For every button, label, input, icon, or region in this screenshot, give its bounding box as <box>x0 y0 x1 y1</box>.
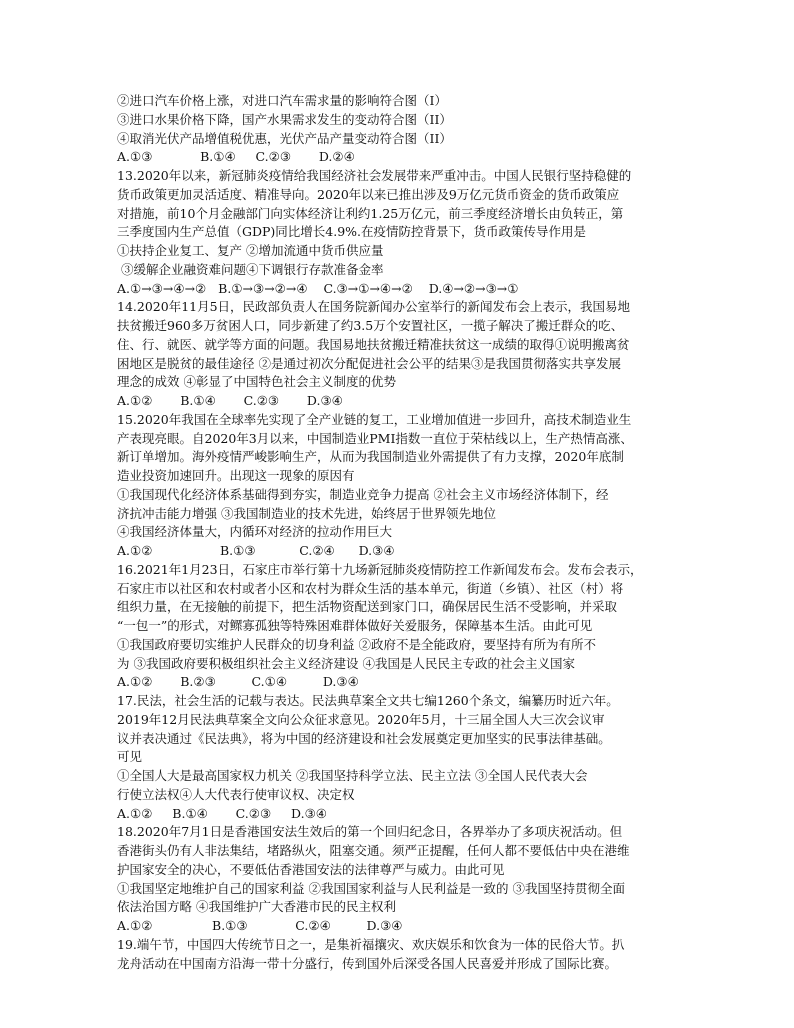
text-line: 13.2020年以来，新冠肺炎疫情给我国经济社会发展带来严重冲击。中国人民银行坚持稳健的 <box>117 168 632 183</box>
text-line: 18.2020年7月1日是香港国安法生效后的第一个回归纪念日，各界举办了多项庆祝活动。但 <box>117 824 623 840</box>
text-line: 为 ③我国政府要积极组织社会主义经济建设 ④我国是人民民主专政的社会主义国家 <box>117 655 575 671</box>
text-line: 理念的成效 ④彰显了中国特色社会主义制度的优势 <box>117 374 396 390</box>
text-line: 造业投资加速回升。出现这一现象的原因有 <box>117 468 355 483</box>
text-line: 2019年12月民法典草案全文向公众征求意见。2020年5月，十三届全国人大三次会议审 <box>117 711 605 727</box>
text-line: 17.民法，社会生活的记载与表达。民法典草案全文共七编1260个条文，编纂历时近六年。 <box>117 693 619 708</box>
text-line: 困地区是脱贫的最佳途径 ②是通过初次分配促进社会公平的结果③是我国贯彻落实共享发展 <box>117 355 621 371</box>
text-line: 产表现亮眼。自2020年3月以来，中国制造业PMI指数一直位于荣枯线以上，生产热情高涨、 <box>117 430 633 446</box>
text-line: 三季度国内生产总值（GDP)同比增长4.9%.在疫情防控背景下，货币政策传导作用是 <box>117 224 587 240</box>
text-line: 扶贫搬迁960多万贫困人口，同步新建了约3.5万个安置社区，一揽子解决了搬迁群众的吃、 <box>117 318 624 333</box>
text-line: ②进口汽车价格上涨，对进口汽车需求量的影响符合图（I） <box>117 93 447 108</box>
text-line: 依法治国方略 ④我国维护广大香港市民的民主权利 <box>117 899 396 915</box>
text-line: ①我国政府要切实维护人民群众的切身利益 ②政府不是全能政府，要坚持有所为有所不 <box>117 636 596 652</box>
text-line: A.①③ B.①④ C.②③ D.②④ <box>117 149 355 165</box>
text-line: 议并表决通过《民法典》，将为中国的经济建设和社会发展奠定更加坚实的民事法律基础。 <box>117 730 611 746</box>
text-line: ①我国坚定地维护自己的国家利益 ②我国国家利益与人民利益是一致的 ③我国坚持贯彻全面 <box>117 880 625 896</box>
text-line: A.①→③→④→② B.①→③→②→④ C.③→①→④→② D.④→②→③→① <box>117 280 519 296</box>
text-line: A.①② B.②③ C.①④ D.③④ <box>117 674 359 690</box>
text-line: 济抗冲击能力增强 ③我国制造业的技术先进，始终居于世界领先地位 <box>117 505 496 521</box>
text-line: ④取消光伏产品增值税优惠，光伏产品产量变动符合图（II） <box>117 130 452 146</box>
text-line: A.①② B.①③ C.②④ D.③④ <box>117 543 395 558</box>
text-line: 组织力量，在无接触的前提下，把生活物资配送到家门口，确保居民生活不受影响，并采取 <box>117 599 618 615</box>
text-line: 石家庄市以社区和农村或者小区和农村为群众生活的基本单元，街道（乡镇）、社区（村）将 <box>117 580 624 596</box>
text-line: 香港街头仍有人非法集结，堵路纵火，阻塞交通。须严正提醒，任何人都不要低估中央在港维 <box>117 843 630 858</box>
text-line: A.①② B.①④ C.②③ D.③④ <box>117 805 327 821</box>
text-line: 新订单增加。海外疫情严峻影响生产，从而为我国制造业外需提供了有力支撑，2020年底制 <box>117 449 624 465</box>
text-line: ①扶持企业复工、复产 ②增加流通中货币供应量 <box>117 243 384 258</box>
text-line: ③缓解企业融资难问题④下调银行存款准备金率 <box>117 261 384 277</box>
text-line: 14.2020年11月5日，民政部负责人在国务院新闻办公室举行的新闻发布会上表示，我国易地 <box>117 299 631 315</box>
text-line: 行使立法权④人大代表行使审议权、决定权 <box>117 786 355 802</box>
text-line: 护国家安全的决心，不要低估香港国安法的法律尊严与威力。由此可见 <box>117 861 505 877</box>
text-line: A.①② B.①③ C.②④ D.③④ <box>117 918 403 933</box>
text-line: 15.2020年我国在全球率先实现了全产业链的复工，工业增加值进一步回升，高技术制造业生 <box>117 411 632 427</box>
text-line: 16.2021年1月23日，石家庄市举行第十九场新冠肺炎疫情防控工作新闻发布会。发布会表示， <box>117 561 643 577</box>
text-line: ④我国经济体量大，内循环对经济的拉动作用巨大 <box>117 524 393 540</box>
text-line: 19.端午节，中国四大传统节日之一，是集祈福攘灾、欢庆娱乐和饮食为一体的民俗大节。扒 <box>117 936 625 952</box>
text-line: 可见 <box>117 749 143 765</box>
text-line: ③进口水果价格下降，国产水果需求发生的变动符合图（II） <box>117 111 452 127</box>
text-line: ①我国现代化经济体系基础得到夯实，制造业竞争力提高 ②社会主义市场经济体制下，经 <box>117 486 609 502</box>
text-line: 对措施，前10个月金融部门向实体经济让利约1.25万亿元，前三季度经济增长由负转正，第 <box>117 205 624 221</box>
text-line: ①全国人大是最高国家权力机关 ②我国坚持科学立法、民主立法 ③全国人民代表大会 <box>117 768 588 783</box>
text-line: 住、行、就医、就学等方面的问题。我国易地扶贫搬迁精准扶贫这一成绩的取得①说明搬离贫 <box>117 336 630 352</box>
text-line: 龙舟活动在中国南方沿海一带十分盛行，传到国外后深受各国人民喜爱并形成了国际比赛。 <box>117 955 618 971</box>
text-line: 货币政策更加灵活适度、精准导向。2020年以来已推出涉及9万亿元货币资金的货币政策应 <box>117 186 620 202</box>
text-line: A.①② B.①④ C.②③ D.③④ <box>117 393 343 408</box>
text-line: “一包一”的形式，对鳏寡孤独等特殊困难群体做好关爱服务，保障基本生活。由此可见 <box>117 618 593 633</box>
document-page <box>117 92 677 973</box>
